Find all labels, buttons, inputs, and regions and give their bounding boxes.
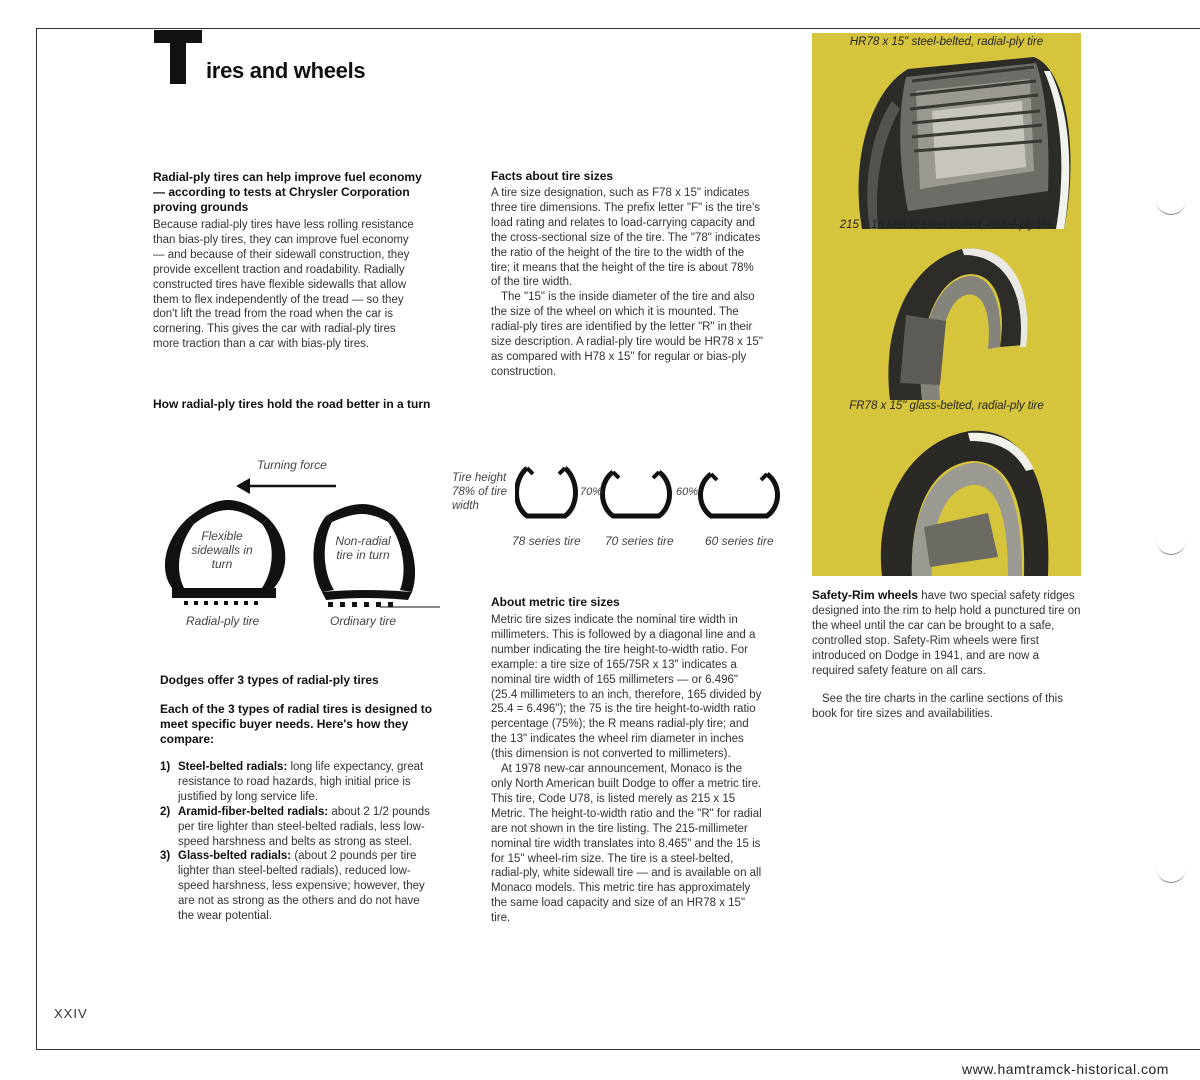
turning-force-label: Turning force	[257, 458, 327, 472]
radial-tread-blocks	[184, 601, 258, 605]
list-item-text: about 2 1/2 pounds per tire lighter than steel-belted radials, less low-speed harshness and belts as strong as steel.	[178, 805, 430, 848]
non-radial-tire-label: Non-radial tire in turn	[335, 534, 391, 562]
title-initial-glyph	[154, 30, 204, 84]
safety-rim-term: Safety-Rim wheels	[812, 588, 919, 602]
series-60-tire-icon	[701, 474, 778, 516]
section-body-tire-sizes	[491, 186, 766, 380]
list-item-term: Aramid-fiber-belted radials:	[178, 805, 329, 818]
tire-charts-note: See the tire charts in the carline sections of this book for tire sizes and availabilities.	[812, 693, 1063, 720]
series-70-caption: 70 series tire	[605, 534, 674, 548]
glass-belted-tire-photo	[812, 417, 1081, 576]
metric-tire-photo	[812, 235, 1081, 400]
facts-paragraph-2: The "15" is the inside diameter of the tire and also the size of the wheel on which it is mounted. The radial-ply tires are identified by the letter "R" in their size description. A radial-ply tire would be HR78 x 15" as compared with H78 x 15" for regular or bias-ply construction.	[491, 291, 763, 378]
title-initial	[154, 30, 204, 84]
series-diagram	[515, 462, 790, 524]
section-subheading-compare: Each of the 3 types of radial tires is designed to meet specific buyer needs. Here's how they compare:	[160, 702, 433, 746]
page-number: XXIV	[54, 1006, 88, 1021]
list-item-number: 1)	[160, 761, 171, 773]
section-heading-radial-economy: Radial-ply tires can help improve fuel economy — according to tests at Chrysler Corporation proving grounds	[153, 170, 422, 214]
list-item-text: (about 2 pounds per tire lighter than steel-belted radials), reduced low-speed harshness, less expensive; however, they are not as strong as the others and do not have the wear potential.	[178, 850, 425, 923]
metric-paragraph-1: Metric tire sizes indicate the nominal tire width in millimeters. This is followed by a diagonal line and a number indicating the tire height-to-width ratio. For example: a tire size of 165/75R x 13" indicates a nominal tire width of 165 millimeters — or 6.496" (25.4 millimeters to an inch, therefore, 165 divided by 25.4 = 6.496"); the 75 is the tire height-to-width ratio percentage (75%); the R means radial-ply tire; and the 13" indicates the wheel rim diameter in inches (this dimension is not converted to millimeters).	[491, 614, 762, 761]
list-item-number: 2)	[160, 805, 171, 818]
radial-ply-tire-caption: Radial-ply tire	[186, 614, 260, 628]
tire-height-label: Tire height 78% of tire width	[452, 472, 507, 512]
list-item-term: Steel-belted radials:	[178, 761, 288, 773]
ordinary-tread-blocks	[328, 602, 393, 607]
tire-photo-panel	[812, 33, 1081, 576]
metric-paragraph-2: At 1978 new-car announcement, Monaco is the only North American built Dodge to offer a metric tire. This tire, Code U78, is listed merely as 215 x 15 Metric. The height-to-width ratio and the "R" for radial are not shown in the tire listing. The 215-millimeter nominal tire width translates into 8.465" and the 15 is for 15" wheel-rim size. The tire is a steel-belted, radial-ply, white sidewall tire — and is available on all Monaco models. This metric tire has approximately the same load capacity and size of an HR78 x 15" tire.	[491, 763, 762, 925]
safety-rim-text: have two special safety ridges designed into the rim to help hold a punctured tire on the wheel until the car can be brought to a safe, controlled stop. Safety-Rim wheels were first introduced on Dodge in 1941, and are now a required safety feature on all cars.	[812, 590, 1081, 677]
section-heading-three-types: Dodges offer 3 types of radial-ply tires	[160, 673, 379, 687]
steel-belted-tire-photo	[812, 51, 1081, 229]
pct-60-label: 60%	[676, 486, 699, 498]
facts-paragraph-1: A tire size designation, such as F78 x 15" indicates three tire dimensions. The prefix letter "F" is the tire's load rating and relates to load-carrying capacity and the cross-sectional size of the tire. The "78" indicates the ratio of the height of the tire to the width of the tire; it means that the height of the tire is about 78% of the tire width.	[491, 187, 761, 289]
watermark-url: www.hamtramck-historical.com	[962, 1061, 1169, 1077]
list-item	[160, 849, 435, 924]
ordinary-tire-caption: Ordinary tire	[330, 614, 397, 628]
series-60-caption: 60 series tire	[705, 534, 774, 548]
section-heading-road-hold: How radial-ply tires hold the road better in a turn	[153, 397, 431, 411]
photo-caption-metric: 215 x 15 Metric steel-belted, radial-ply tire	[839, 219, 1054, 231]
section-body-radial-economy: Because radial-ply tires have less rolling resistance than bias-ply tires, they can improve fuel economy — and because of their sidewall construction, they provide excellent traction and roadability. Radially constructed tires have flexible sidewalls that allow them to flex independently of the tread — so they don't lift the tread from the road when the car is cornering. This gives the car with radial-ply tires more traction than a car with bias-ply tires.	[153, 219, 414, 351]
list-item-text: long life expectancy, great resistance to road hazards, high initial price is justified by long service life.	[178, 761, 424, 803]
list-item-number: 3)	[160, 850, 171, 863]
series-70-tire-icon	[603, 472, 670, 516]
flexible-sidewalls-label: Flexible sidewalls in turn	[191, 529, 253, 571]
pct-70-label: 70%	[580, 486, 603, 498]
turning-arrow-head	[236, 478, 250, 494]
photo-caption-fr78: FR78 x 15" glass-belted, radial-ply tire	[849, 400, 1044, 412]
section-heading-metric: About metric tire sizes	[491, 595, 620, 609]
section-body-metric	[491, 613, 766, 926]
list-item	[160, 760, 435, 805]
series-78-tire-icon	[517, 468, 576, 516]
section-heading-tire-sizes: Facts about tire sizes	[491, 169, 614, 183]
series-78-caption: 78 series tire	[512, 534, 581, 548]
photo-caption-hr78: HR78 x 15" steel-belted, radial-ply tire	[849, 36, 1044, 48]
tire-types-list	[160, 760, 435, 924]
list-item-term: Glass-belted radials:	[178, 850, 292, 863]
safety-rim-paragraph	[812, 588, 1084, 678]
page-title: ires and wheels	[206, 58, 366, 83]
list-item	[160, 805, 435, 850]
